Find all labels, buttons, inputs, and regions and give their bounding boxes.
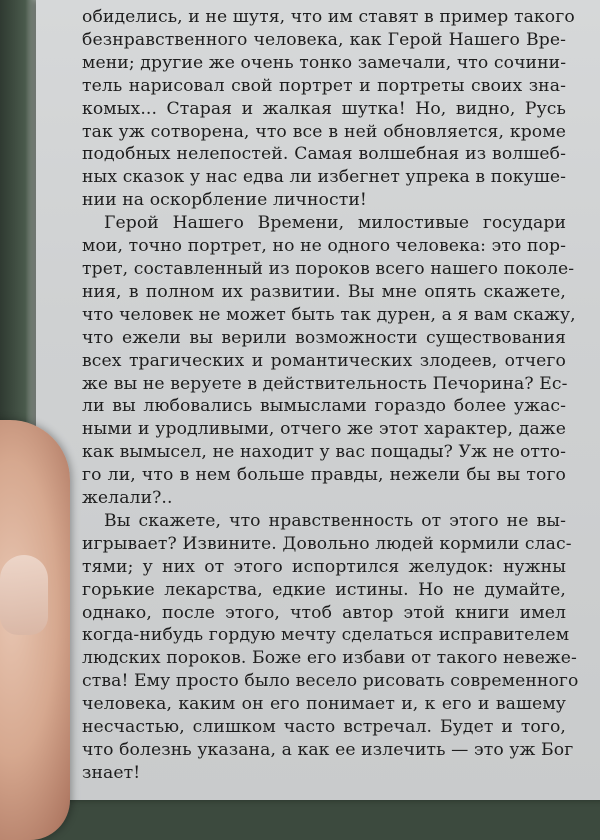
text-line: ных сказок у нас едва ли избегнет упрека в покуше- bbox=[82, 167, 567, 188]
text-line: желали?.. bbox=[82, 488, 173, 509]
text-line: тями; у них от этого испортился желудок: нужны bbox=[82, 556, 566, 577]
text-line: же вы не веруете в действительность Печорина? Ес- bbox=[82, 373, 568, 394]
text-line: подобных нелепостей. Самая волшебная из волшеб- bbox=[82, 144, 566, 165]
text-line: людских пороков. Боже его избави от такого невеже- bbox=[82, 648, 577, 669]
text-line: всех трагических и романтических злодеев, отчего bbox=[82, 350, 566, 371]
text-line: однако, после этого, чтоб автор этой книги имел bbox=[82, 602, 566, 623]
text-line: нии на оскорбление личности! bbox=[82, 190, 367, 211]
text-line: Герой Нашего Времени, милостивые государи bbox=[104, 213, 566, 234]
text-line: знает! bbox=[82, 762, 141, 783]
text-line: человека, каким он его понимает и, к его и вашему bbox=[82, 694, 566, 715]
text-line: ли вы любовались вымыслами гораздо более ужас- bbox=[82, 396, 566, 417]
text-line: мени; другие же очень тонко замечали, что сочини- bbox=[82, 52, 567, 73]
text-line: горькие лекарства, едкие истины. Но не думайте, bbox=[82, 579, 566, 600]
text-line: ния, в полном их развитии. Вы мне опять скажете, bbox=[82, 281, 566, 302]
text-line: несчастью, слишком часто встречал. Будет и того, bbox=[82, 717, 566, 738]
text-line: Вы скажете, что нравственность от этого не вы- bbox=[104, 510, 566, 531]
text-line: что ежели вы верили возможности существования bbox=[82, 327, 566, 348]
text-line: комых... Старая и жалкая шутка! Но, видно, Русь bbox=[82, 98, 566, 119]
text-line: что человек не может быть так дурен, а я вам скажу, bbox=[82, 304, 576, 325]
text-line: ными и уродливыми, отчего же этот характер, даже bbox=[82, 419, 566, 440]
page-text bbox=[82, 6, 579, 785]
text-line: игрывает? Извините. Довольно людей кормили слас- bbox=[82, 533, 572, 554]
text-line: обиделись, и не шутя, что им ставят в пример такого bbox=[82, 7, 575, 27]
text-line: так уж сотворена, что все в ней обновляется, кроме bbox=[82, 121, 566, 142]
text-line: что болезнь указана, а как ее излечить — это уж Бог bbox=[82, 740, 574, 760]
text-line: когда-нибудь гордую мечту сделаться исправителем bbox=[82, 625, 570, 646]
text-line: го ли, что в нем больше правды, нежели бы вы того bbox=[82, 465, 566, 486]
text-line: мои, точно портрет, но не одного человека: это пор- bbox=[82, 236, 566, 257]
text-line: безнравственного человека, как Герой Нашего Вре- bbox=[82, 29, 566, 50]
text-line: ства! Ему просто было весело рисовать современного bbox=[82, 671, 579, 692]
text-line: как вымысел, не находит у вас пощады? Уж не отто- bbox=[82, 442, 566, 463]
thumbnail-highlight bbox=[0, 555, 48, 635]
text-line: трет, составленный из пороков всего нашего поколе- bbox=[82, 258, 575, 279]
text-line: тель нарисовал свой портрет и портреты своих зна- bbox=[82, 75, 566, 96]
